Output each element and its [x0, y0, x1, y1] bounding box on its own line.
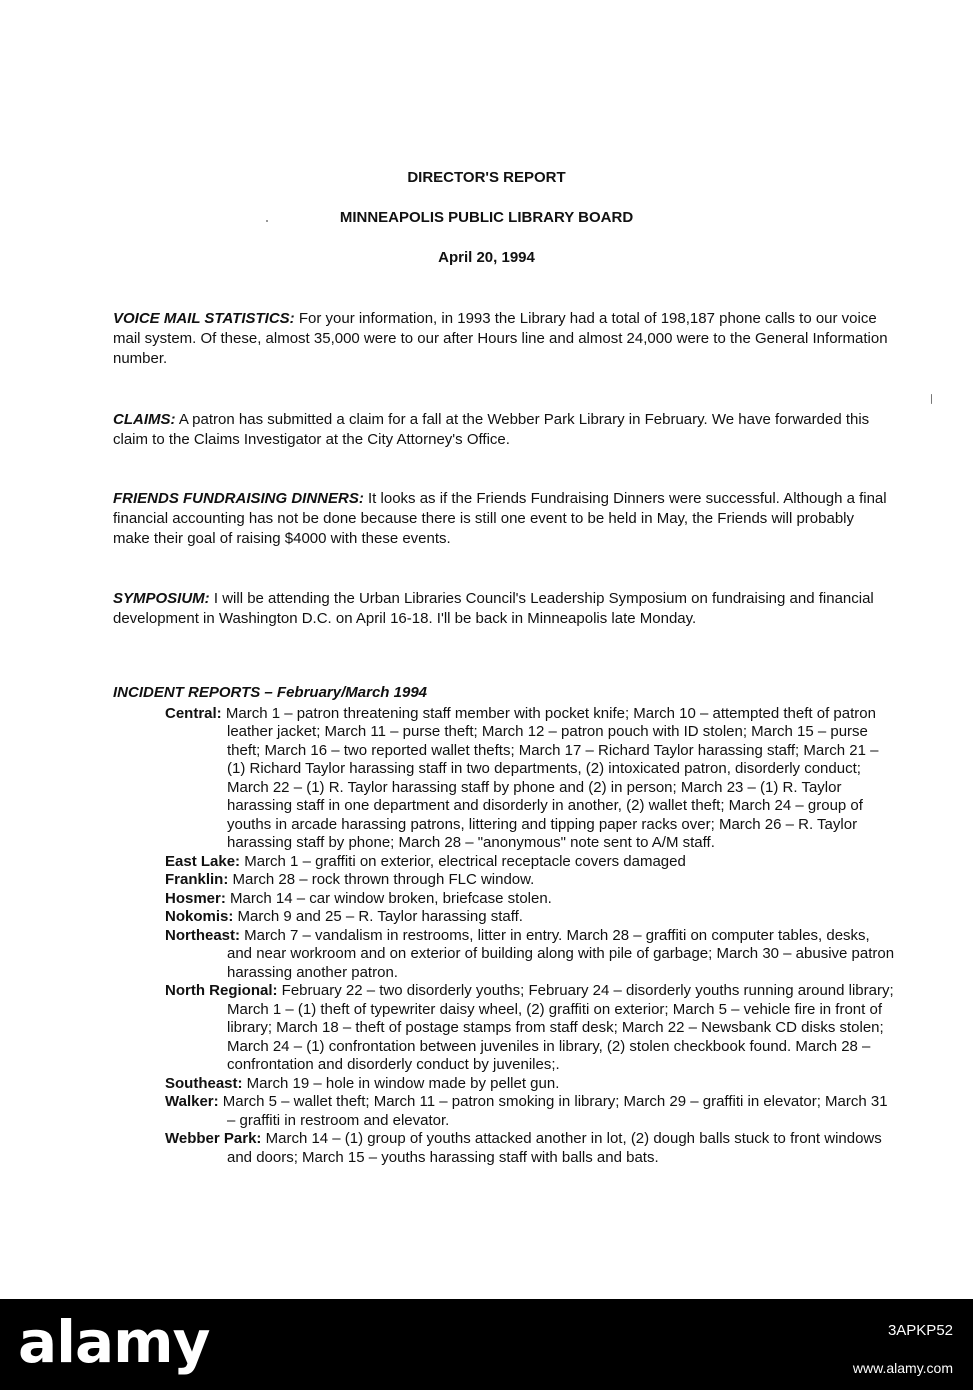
report-title: DIRECTOR'S REPORT — [407, 169, 566, 186]
report-date: April 20, 1994 — [438, 249, 535, 266]
incident-heading-label: INCIDENT REPORTS — [113, 684, 261, 701]
incident-reports — [113, 684, 898, 1167]
section-label: VOICE MAIL STATISTICS: — [113, 310, 295, 327]
image-code: 3APKP52 — [887, 1322, 953, 1339]
site-url: www.alamy.com — [852, 1360, 953, 1376]
location-label: Southeast: — [165, 1074, 243, 1092]
location-label: North Regional: — [165, 982, 278, 999]
section-text: It looks as if the Friends Fundraising Dinners were successful. Although a final financial accounting has not be done because there is still one event to be held in May, the Friends will probably make their goal of raising $4000 with these events. — [113, 490, 887, 547]
symposium-section — [113, 589, 891, 629]
section-text: A patron has submitted a claim for a fall at the Webber Park Library in February. We have forwarded this claim to the Claims Investigator at the City Attorney's Office. — [113, 411, 870, 448]
section-text: For your information, in 1993 the Library had a total of 198,187 phone calls to our voice mail system. Of these, almost 35,000 were to our after Hours line and almost 24,000 were to the General Information number. — [113, 310, 888, 367]
incident-entry — [165, 890, 898, 909]
location-label: Nokomis: — [165, 908, 234, 925]
incident-text: March 14 – car window broken, briefcase stolen. — [225, 889, 552, 907]
incident-entry — [165, 927, 898, 983]
incident-text: March 1 – patron threatening staff member with pocket knife; March 10 – attempted theft of patron leather jacket; March 11 – purse theft; March 12 – patron pouch with ID stolen; March 15 – purse theft; March 16 – two reported wallet thefts; March 17 – Richard Taylor harassing staff; March 21 – (1) Richard Taylor harassing staff in two departments, (2) intoxicated patron, disorderly conduct; March 22 – (1) R. Taylor harassing staff by phone and (2) in person; March 23 – (1) R. Taylor harassing staff in one department and disorderly in another, (2) wallet theft; March 24 – group of youths in arcade harassing patrons, littering and tipping paper racks over; March 26 – R. Taylor harassing staff by phone; March 28 – "anonymous" note sent to A/M staff. — [221, 704, 879, 851]
claims-section — [113, 410, 891, 450]
incident-text: March 5 – wallet theft; March 11 – patron smoking in library; March 29 – graffiti in elevator; March 31 – graffiti in restroom and elevator. — [218, 1093, 888, 1129]
incident-heading-range: – February/March 1994 — [260, 684, 428, 701]
incident-text: February 22 – two disorderly youths; February 24 – disorderly youths running around library; March 1 – (1) theft of typewriter daisy wheel, (2) graffiti on exterior; March 5 – vehicle fire in front of library; March 18 – theft of postage stamps from staff desk; March 22 – Newsbank CD disks stolen; March 24 – (1) confrontation between juveniles in library, (2) stolen checkbook found. March 28 – confrontation and disorderly conduct by juveniles;. — [227, 982, 894, 1073]
location-label: Webber Park: — [165, 1130, 262, 1147]
incident-entry — [165, 908, 898, 927]
incident-entry — [165, 853, 898, 872]
incident-text: March 14 – (1) group of youths attacked another in lot, (2) dough balls stuck to front windows and doors; March 15 – youths harassing staff with balls and bats. — [227, 1130, 882, 1166]
incident-text: March 9 and 25 – R. Taylor harassing staff. — [233, 908, 523, 925]
incident-text: March 1 – graffiti on exterior, electrical receptacle covers damaged — [240, 852, 686, 870]
incident-text: March 7 – vandalism in restrooms, litter in entry. March 28 – graffiti on computer tables, desks, and near workroom and on exterior of building along with pile of garbage; March 30 – abusive patron harassing another patron. — [227, 926, 895, 981]
incident-entry — [165, 1093, 898, 1130]
scan-speck — [931, 394, 932, 404]
incident-entry — [165, 1130, 898, 1167]
location-label: Hosmer: — [165, 889, 226, 907]
location-label: East Lake: — [165, 852, 241, 870]
incident-entry — [165, 982, 898, 1075]
voicemail-section — [113, 309, 891, 369]
alamy-logo: alamy — [18, 1308, 210, 1376]
incident-entry — [165, 1075, 898, 1094]
friends-dinners-section — [113, 489, 891, 549]
incident-heading — [113, 684, 898, 703]
location-label: Central: — [165, 704, 222, 722]
board-name: MINNEAPOLIS PUBLIC LIBRARY BOARD — [339, 209, 634, 226]
incident-text: March 19 – hole in window made by pellet gun. — [242, 1074, 560, 1092]
location-label: Walker: — [165, 1093, 219, 1110]
section-text: I will be attending the Urban Libraries Council's Leadership Symposium on fundraising and financial development in Washington D.C. on April 16-18. I'll be back in Minneapolis late Monday. — [113, 590, 874, 627]
section-label: SYMPOSIUM: — [113, 590, 210, 607]
incident-list — [165, 705, 898, 1168]
incident-entry — [165, 871, 898, 890]
section-label: CLAIMS: — [113, 411, 176, 428]
incident-entry — [165, 705, 898, 853]
section-label: FRIENDS FUNDRAISING DINNERS: — [113, 490, 364, 507]
location-label: Franklin: — [165, 871, 229, 888]
incident-text: March 28 – rock thrown through FLC window. — [228, 871, 535, 888]
location-label: Northeast: — [165, 926, 241, 944]
